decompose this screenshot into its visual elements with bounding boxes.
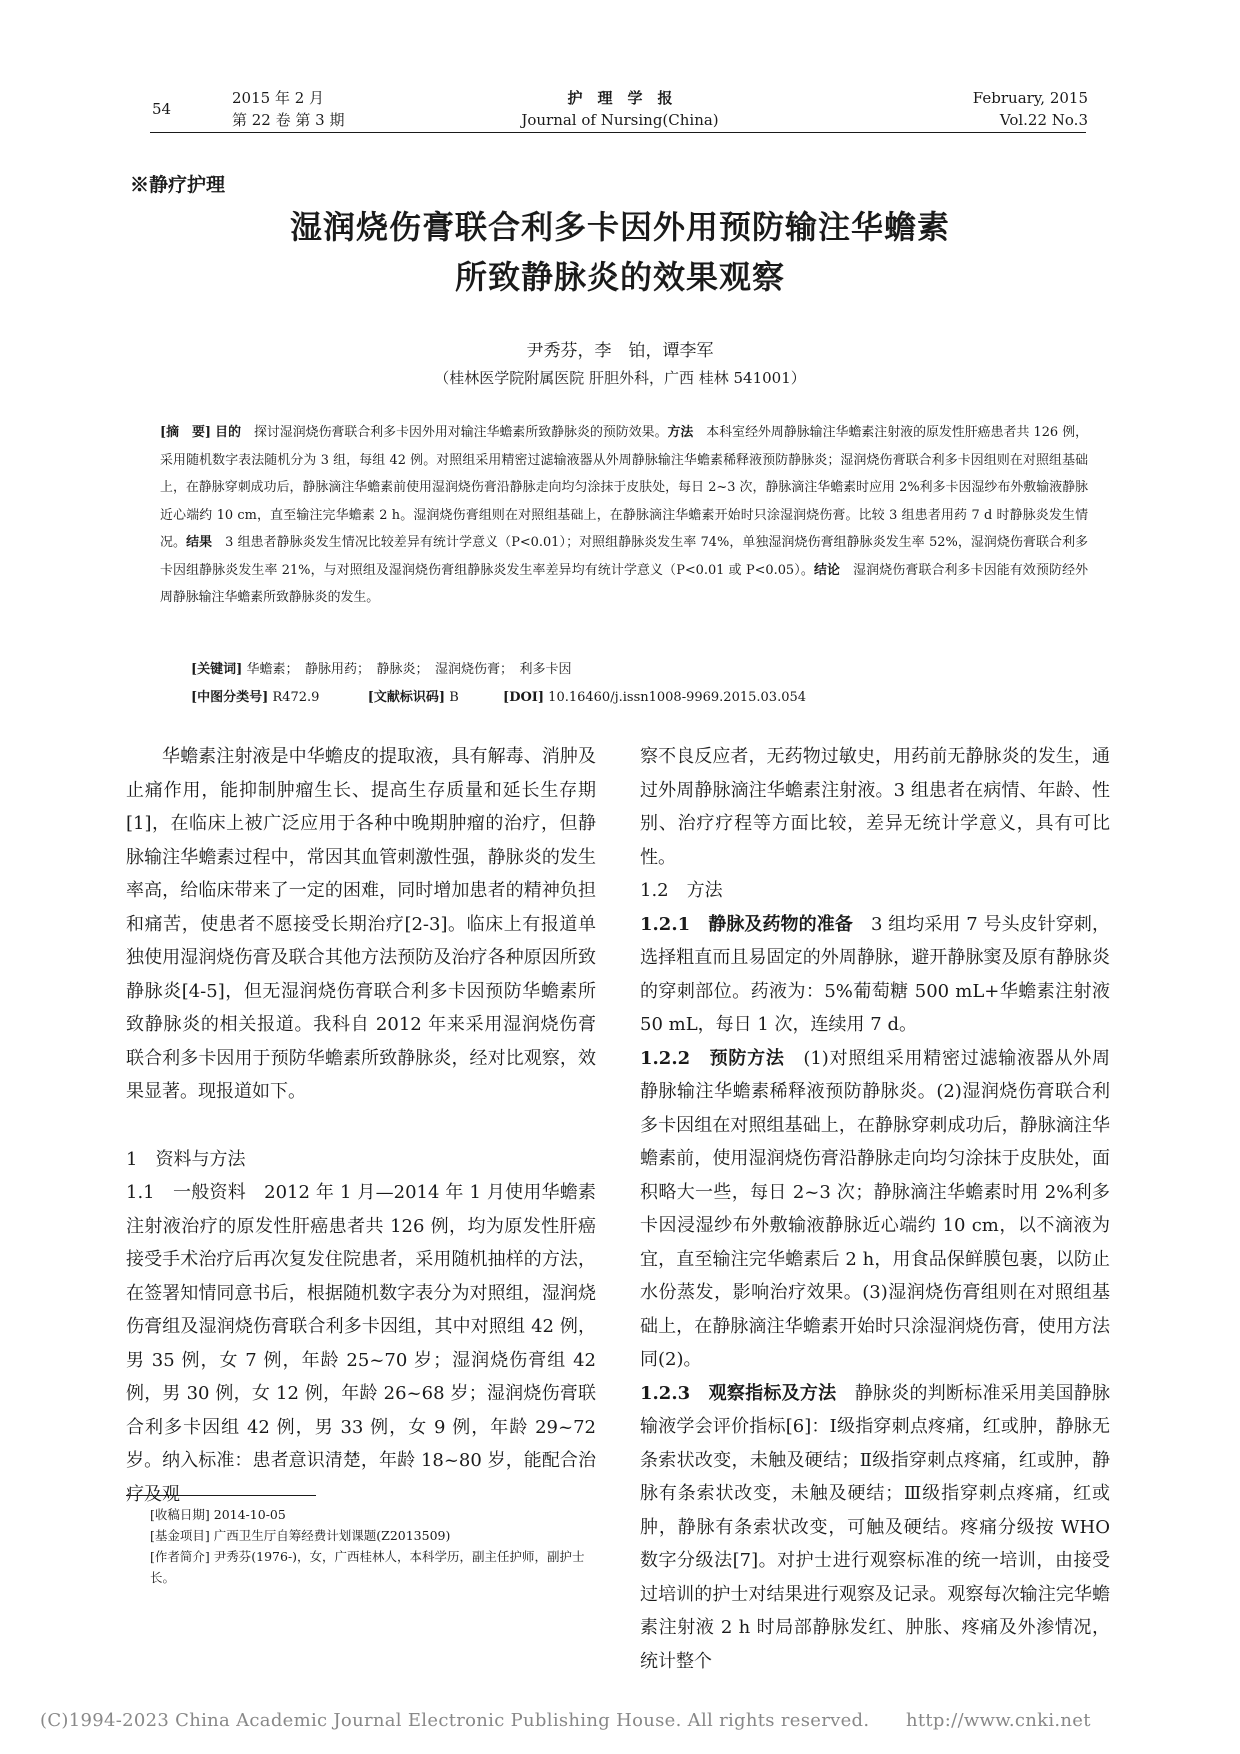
purpose-text: 探讨湿润烧伤膏联合利多卡因外用对输注华蟾素所致静脉炎的预防效果。 (253, 425, 668, 440)
received-label: [收稿日期] (150, 1507, 210, 1522)
doi-label: [DOI] (503, 690, 545, 705)
doc-code-label: [文献标识码] (367, 690, 446, 705)
clc-label: [中图分类号] (191, 690, 269, 705)
section-tag: ※静疗护理 (130, 174, 226, 196)
footnote (150, 1504, 590, 1588)
header-date-cn: 2015 年 2 月 (232, 89, 325, 107)
affiliation: （桂林医学院附属医院 肝胆外科，广西 桂林 541001） (434, 369, 806, 387)
abstract-label: [摘 要] (160, 425, 212, 440)
author-bio-text: 尹秀芬(1976-)，女，广西桂林人，本科学历，副主任护师，副护士长。 (150, 1549, 585, 1585)
methods-text: 本科室经外周静脉输注华蟾素注射液的原发性肝癌患者共 126 例，采用随机数字表法随机分为 3 组，每组 42 例。对照组采用精密过滤输液器从外周静脉输注华蟾素稀释液预防静脉炎；湿润烧伤膏联合利多卡因组则在对照组基础上，在静脉穿刺成功后，静脉滴注华蟾素前使用湿润烧伤膏沿静脉走向均匀涂抹于皮肤处，每日 2~3 次，静脉滴注华蟾素时应用 2%利多卡因湿纱布外敷输液静脉近心端约 10 cm，直至输注完华蟾素 2 h。湿润烧伤膏组则在对照组基础上，在静脉滴注华蟾素开始时只涂湿润烧伤膏。比较 3 组患者用药 7 d 时静脉炎发生情况。 (160, 425, 1089, 550)
intro-paragraph: 华蟾素注射液是中华蟾皮的提取液，具有解毒、消肿及止痛作用，能抑制肿瘤生长、提高生存质量和延长生存期[1]，在临床上被广泛应用于各种中晚期肿瘤的治疗，但静脉输注华蟾素过程中，常因其血管刺激性强，静脉炎的发生率高，给临床带来了一定的困难，同时增加患者的精神负担和痛苦，使患者不愿接受长期治疗[2-3]。临床上有报道单独使用湿润烧伤膏及联合其他方法预防及治疗各种原因所致静脉炎[4-5]，但无湿润烧伤膏联合利多卡因预防华蟾素所致静脉炎的相关报道。我科自 2012 年来采用湿润烧伤膏联合利多卡因用于预防华蟾素所致静脉炎，经对比观察，效果显著。现报道如下。 (126, 746, 596, 1102)
section-1-2-heading: 1.2 方法 (640, 880, 723, 901)
header-date-en: February, 2015 (972, 89, 1088, 107)
clc-value: R472.9 (272, 690, 320, 705)
section-1-1-label: 1.1 一般资料 (126, 1182, 246, 1203)
section-1-2-1-text: 3 组均采用 7 号头皮针穿刺，选择粗直而且易固定的外周静脉，避开静脉窦及原有静脉炎的穿刺部位。药液为：5%葡萄糖 500 mL+华蟾素注射液 50 mL，每日 1 次，连续用 7 d。 (640, 913, 1111, 1035)
section-1-2-2-label: 1.2.2 预防方法 (640, 1047, 785, 1069)
header-volume-en: Vol.22 No.3 (999, 111, 1088, 129)
header-volume-cn: 第 22 卷 第 3 期 (232, 111, 345, 129)
page-number: 54 (152, 100, 172, 118)
section-1-2-3-label: 1.2.3 观察指标及方法 (640, 1382, 837, 1404)
results-text: 3 组患者静脉炎发生情况比较差异有统计学意义（P<0.01）；对照组静脉炎发生率 74%，单独湿润烧伤膏组静脉炎发生率 52%，湿润烧伤膏联合利多卡因组静脉炎发生率 21%，与对照组及湿润烧伤膏组静脉炎发生率差异均有统计学意义（P<0.01 或 P<0.05）。 (160, 535, 1089, 578)
keywords-row (191, 656, 571, 683)
author-bio-label: [作者简介] (150, 1549, 210, 1564)
left-column (126, 740, 596, 1511)
cnki-watermark: (C)1994-2023 China Academic Journal Electronic Publishing House. All rights reserved. http://www.cnki.net (40, 1710, 1091, 1731)
header-journal-cn: 护 理 学 报 (567, 89, 673, 107)
abstract (160, 419, 1088, 612)
fund-text: 广西卫生厅自筹经费计划课题(Z2013509) (213, 1528, 451, 1543)
doi-value: 10.16460/j.issn1008-9969.2015.03.054 (548, 690, 807, 705)
methods-label: 方法 (667, 425, 694, 440)
section-1-2-1-label: 1.2.1 静脉及药物的准备 (640, 913, 853, 935)
keywords-label: [关键词] (191, 662, 243, 677)
authors: 尹秀芬，李 铂，谭李军 (526, 341, 714, 361)
doc-code-value: B (449, 690, 459, 705)
results-label: 结果 (186, 535, 213, 550)
classification-row (191, 684, 806, 711)
section-1-2-2-text: (1)对照组采用精密过滤输液器从外周静脉输注华蟾素稀释液预防静脉炎。(2)湿润烧伤膏联合利多卡因组在对照组基础上，在静脉穿刺成功后，静脉滴注华蟾素前，使用湿润烧伤膏沿静脉走向均匀涂抹于皮肤处，面积略大一些，每日 2~3 次；静脉滴注华蟾素时用 2%利多卡因浸湿纱布外敷输液静脉近心端约 10 cm，以不滴液为宜，直至输注完华蟾素后 2 h，用食品保鲜膜包裹，以防止水份蒸发，影响治疗效果。(3)湿润烧伤膏组则在对照组基础上，在静脉滴注华蟾素开始时只涂湿润烧伤膏，使用方法同(2)。 (640, 1047, 1110, 1370)
article-title-line2: 所致静脉炎的效果观察 (454, 258, 785, 296)
right-column (640, 740, 1110, 1678)
running-header (0, 0, 1240, 140)
section-1-heading: 1 资料与方法 (126, 1148, 246, 1170)
header-journal-en: Journal of Nursing(China) (521, 111, 719, 129)
right-col-paragraph: 察不良反应者，无药物过敏史，用药前无静脉炎的发生，通过外周静脉滴注华蟾素注射液。3 组患者在病情、年龄、性别、治疗疗程等方面比较，差异无统计学意义，具有可比性。 (640, 746, 1110, 868)
section-1-1-text: 2012 年 1 月—2014 年 1 月使用华蟾素注射液治疗的原发性肝癌患者共 126 例，均为原发性肝癌接受手术治疗后再次复发住院患者，采用随机抽样的方法，在签署知情同意书后，根据随机数字表分为对照组，湿润烧伤膏组及湿润烧伤膏联合利多卡因组，其中对照组 42 例，男 35 例，女 7 例，年龄 25~70 岁；湿润烧伤膏组 42 例，男 30 例，女 12 例，年龄 26~68 岁；湿润烧伤膏联合利多卡因组 42 例，男 33 例，女 9 例，年龄 29~72 岁。纳入标准：患者意识清楚，年龄 18~80 岁，能配合治疗及观 (126, 1182, 596, 1505)
header-rule (150, 132, 1086, 133)
conclusion-label: 结论 (813, 562, 841, 578)
fund-label: [基金项目] (150, 1528, 210, 1543)
received-date: 2014-10-05 (213, 1507, 286, 1522)
footnote-rule (126, 1495, 316, 1496)
section-1-2-3-text: 静脉炎的判断标准采用美国静脉输液学会评价指标[6]：Ⅰ级指穿刺点疼痛，红或肿，静脉无条索状改变，未触及硬结；Ⅱ级指穿刺点疼痛，红或肿，静脉有条索状改变，未触及硬结；Ⅲ级指穿刺点疼痛，红或肿，静脉有条索状改变，可触及硬结。疼痛分级按 WHO 数字分级法[7]。对护士进行观察标准的统一培训，由接受过培训的护士对结果进行观察及记录。观察每次输注完华蟾素注射液 2 h 时局部静脉发红、肿胀、疼痛及外渗情况，统计整个 (640, 1382, 1111, 1672)
article-title-line1: 湿润烧伤膏联合利多卡因外用预防输注华蟾素 (289, 208, 950, 246)
purpose-label: 目的 (215, 425, 242, 440)
conclusion-text: 湿润烧伤膏联合利多卡因能有效预防经外周静脉输注华蟾素所致静脉炎的发生。 (160, 562, 1089, 605)
keywords-value: 华蟾素； 静脉用药； 静脉炎； 湿润烧伤膏； 利多卡因 (246, 662, 572, 677)
